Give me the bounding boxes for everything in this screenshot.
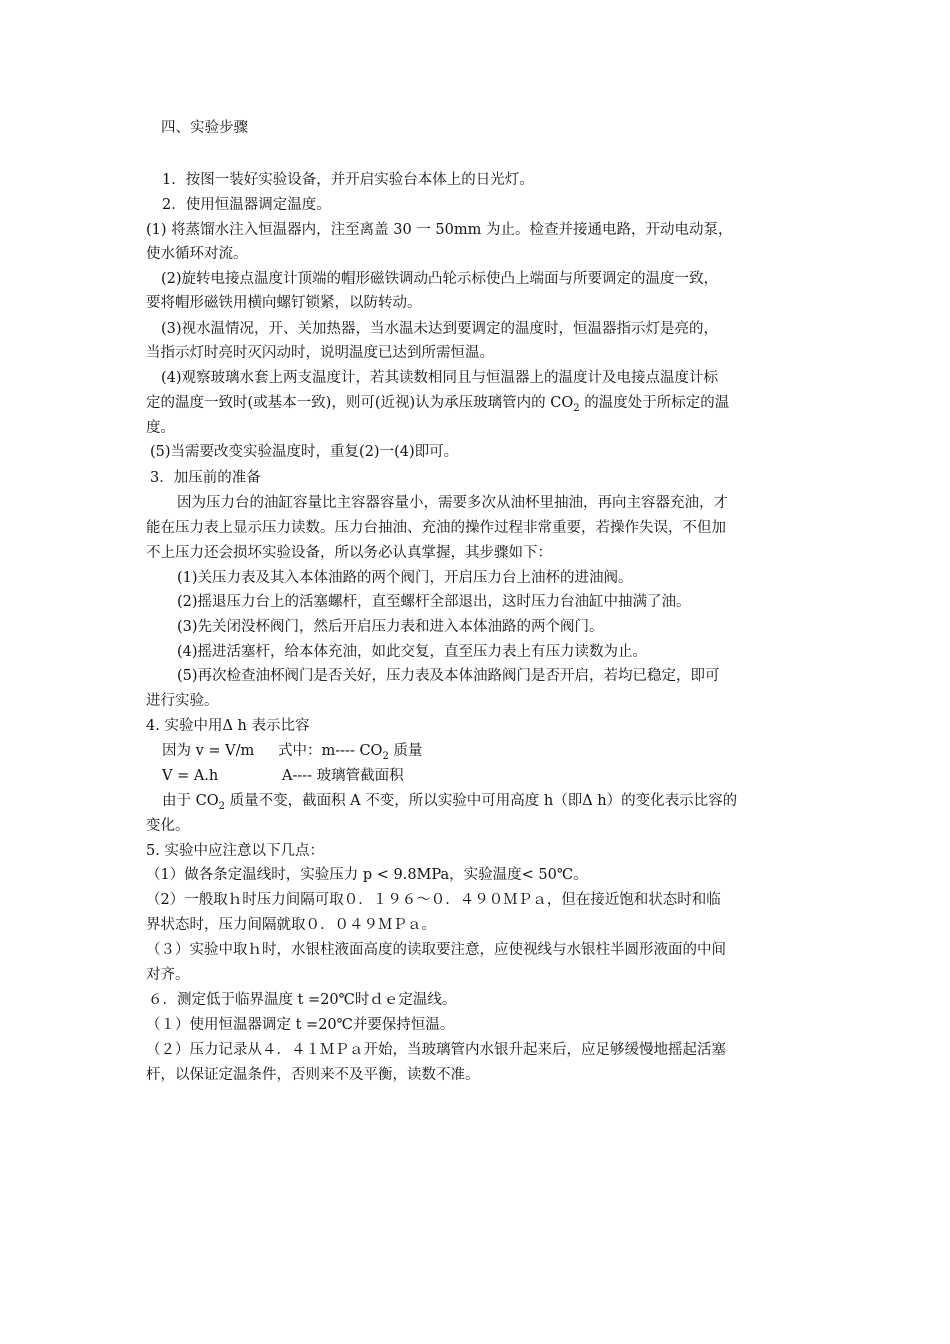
co2-subscript: 2	[573, 403, 580, 414]
step-4-note-line-2: 变化。	[146, 818, 190, 834]
step-3-substep-1: (1)关压力表及其入本体油路的两个阀门，开启压力台上油杯的进油阀。	[177, 570, 633, 586]
co2-subscript: 2	[382, 751, 389, 762]
step-3-intro-line-3: 不上压力还会损坏实验设备，所以务必认真掌握，其步骤如下：	[146, 545, 552, 561]
step-2-p5: (5)当需要改变实验温度时，重复(2)一(4)即可。	[150, 444, 459, 460]
step-2-p4-line-2	[146, 394, 729, 412]
step-3-substep-5-line-2: 进行实验。	[146, 693, 219, 709]
step-5-note-2-line-1: （2）一般取ｈ时压力间隔可取０．１９６～０．４９０ＭＰａ，但在接近饱和状态时和临	[146, 892, 721, 908]
step-3-substep-2: (2)摇退压力台上的活塞螺杆，直至螺杆全部退出，这时压力台油缸中抽满了油。	[177, 594, 691, 610]
step-2-p3-line-1: (3)视水温情况，开、关加热器，当水温未达到要调定的温度时，恒温器指示灯是亮的，	[161, 321, 719, 337]
step-4-formula-1: 因为 v = V/m	[162, 743, 255, 759]
step-3-title: 3．加压前的准备	[150, 470, 261, 486]
step-5-note-1: （1）做各条定温线时，实验压力 p < 9.8MPa，实验温度< 50℃。	[146, 867, 588, 883]
step-5-title: 5. 实验中应注意以下几点：	[146, 843, 324, 859]
step-4-formula-1-note-c: 质量	[388, 743, 423, 759]
step-6-note-2-line-2: 杆，以保证定温条件，否则来不及平衡，读数不准。	[146, 1067, 480, 1083]
step-2-p4-text-b: 的温度处于所标定的温	[579, 395, 730, 411]
step-2-p1-line-2: 使水循环对流。	[146, 246, 248, 262]
step-2-p4-line-1: (4)观察玻璃水套上两支温度计，若其读数相同且与恒温器上的温度计及电接点温度计标	[161, 370, 719, 386]
step-4-formula-1-note	[278, 742, 422, 760]
step-3-substep-4: (4)摇进活塞杆，给本体充油，如此交复，直至压力表上有压力读数为止。	[177, 644, 648, 660]
step-2-p4-text-a: 定的温度一致时(或基本一致)，则可(近视)认为承压玻璃管内的 CO	[146, 395, 574, 411]
step-4-formula-1-note-a: 式中：m---- CO	[278, 743, 383, 759]
step-2-p2-line-2: 要将帽形磁铁用横向螺钉锁紧，以防转动。	[146, 295, 422, 311]
step-4-note-a: 由于 CO	[162, 793, 219, 809]
step-4-title: 4. 实验中用Δ h 表示比容	[146, 718, 310, 734]
step-2-p2-line-1: (2)旋转电接点温度计顶端的帽形磁铁调动凸轮示标使凸上端面与所要调定的温度一致，	[161, 271, 719, 287]
step-6-title: ６．测定低于临界温度 t =20℃时ｄｅ定温线。	[148, 992, 457, 1008]
co2-subscript: 2	[218, 801, 225, 812]
step-2-p3-line-2: 当指示灯时亮时灭闪动时，说明温度已达到所需恒温。	[146, 345, 494, 361]
step-3-substep-3: (3)先关闭没杯阀门，然后开启压力表和进入本体油路的两个阀门。	[177, 619, 604, 635]
step-2-p4-line-3: 度。	[146, 420, 175, 436]
step-6-note-2-line-1: （２）压力记录从４．４１ＭＰａ开始，当玻璃管内水银升起来后，应足够缓慢地摇起活塞	[146, 1042, 726, 1058]
step-5-note-3-line-1: （３）实验中取ｈ时，水银柱液面高度的读取要注意，应使视线与水银柱半圆形液面的中间	[146, 942, 726, 958]
step-3-substep-5-line-1: (5)再次检查油杯阀门是否关好，压力表及本体油路阀门是否开启，若均已稳定，即可	[177, 668, 720, 684]
step-2-p1-line-1: (1) 将蒸馏水注入恒温器内，注至离盖 30 一 50mm 为止。检查并接通电路，开动电动泵，	[146, 222, 733, 238]
step-6-note-1: （１）使用恒温器调定 t =20℃并要保持恒温。	[146, 1017, 455, 1033]
step-4-formula-2: V = A.h	[162, 768, 219, 784]
step-4-note-b: 质量不变，截面积 A 不变，所以实验中可用高度 h（即Δ h）的变化表示比容的	[224, 793, 738, 809]
step-2-title: 2．使用恒温器调定温度。	[162, 197, 331, 213]
step-4-formula-2-note: A---- 玻璃管截面积	[282, 768, 404, 784]
step-5-note-3-line-2: 对齐。	[146, 967, 190, 983]
step-5-note-2-line-2: 界状态时，压力间隔就取０．０４９ＭＰａ。	[146, 917, 436, 933]
section-heading: 四、实验步骤	[161, 120, 248, 136]
step-1: 1．按图一装好实验设备，并开启实验台本体上的日光灯。	[162, 172, 534, 188]
step-3-intro-line-1: 因为压力台的油缸容量比主容器容量小，需要多次从油杯里抽油，再向主容器充油，才	[177, 495, 728, 511]
step-3-intro-line-2: 能在压力表上显示压力读数。压力台抽油、充油的操作过程非常重要，若操作失误，不但加	[146, 520, 726, 536]
step-4-note-line-1	[162, 792, 737, 810]
